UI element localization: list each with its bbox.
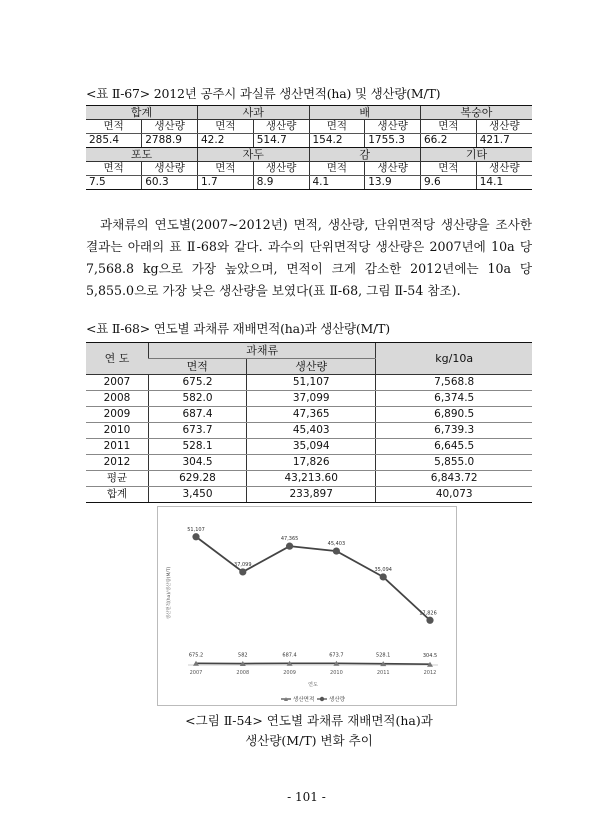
x-tick-label: 2010 [330,670,343,676]
table67-value-row-2 [86,176,532,190]
cell: 7.5 [86,176,142,190]
cell: 45,403 [247,423,376,439]
group-header: 감 [309,148,421,162]
cell: 37,099 [247,391,376,407]
cell: 14.1 [476,176,532,190]
year-header: 연 도 [86,343,148,375]
data-label: 45,403 [327,541,346,548]
table-row [86,487,532,503]
table67 [86,105,532,190]
data-label: 35,094 [374,566,392,573]
cell: 2008 [86,391,148,407]
table-row [86,391,532,407]
series-line-production [196,537,430,621]
cell: 233,897 [247,487,376,503]
cell: 687.4 [148,407,246,423]
cell: 2011 [86,439,148,455]
cell: 629.28 [148,471,246,487]
cell: 6,890.5 [376,407,532,423]
data-label: 47,365 [280,536,299,543]
data-label: 687.4 [282,652,297,659]
figure-caption-line-2: 생산량(M/T) 변화 추이 [245,733,373,748]
cell: 7,568.8 [376,375,532,391]
cell: 3,450 [148,487,246,503]
x-tick-label: 2011 [376,670,390,676]
data-point [286,543,293,550]
cell: 2788.9 [142,134,198,148]
cell: 2007 [86,375,148,391]
data-label: 673.7 [329,652,344,659]
data-label: 528.1 [376,652,391,659]
sub-header: 면적 [309,120,365,134]
cell: 304.5 [148,455,246,471]
area-header: 면적 [148,359,246,375]
data-point [192,533,199,540]
data-label: 37,099 [234,561,252,568]
cell: 5,855.0 [376,455,532,471]
table-row [86,439,532,455]
sub-header: 면적 [309,162,365,176]
data-point [426,617,433,624]
cell: 4.1 [309,176,365,190]
group-header: 자두 [198,148,310,162]
cell: 17,826 [247,455,376,471]
group-header: 기타 [421,148,533,162]
sub-header: 생산량 [142,162,198,176]
group-header: 합계 [86,106,198,120]
data-point [380,573,387,580]
cell: 582.0 [148,391,246,407]
table-row [86,375,532,391]
cell: 6,843.72 [376,471,532,487]
cell: 합계 [86,487,148,503]
cell: 6,645.5 [376,439,532,455]
table67-value-row-1 [86,134,532,148]
sub-header: 생산량 [253,162,309,176]
sub-header: 면적 [421,120,477,134]
cell: 673.7 [148,423,246,439]
cell: 35,094 [247,439,376,455]
sub-header: 생산량 [253,120,309,134]
cell: 421.7 [476,134,532,148]
data-label: 675.2 [188,652,204,659]
body-paragraph [86,214,532,302]
page-number: - 101 - [287,790,326,804]
y-axis-title: 생산면적(ha)/생산량(M/T) [167,566,172,620]
cell: 1.7 [198,176,254,190]
cell: 13.9 [365,176,421,190]
cell: 154.2 [309,134,365,148]
cell: 66.2 [421,134,477,148]
group-header: 복숭아 [421,106,533,120]
group-header: 배 [309,106,421,120]
sub-header: 면적 [421,162,477,176]
legend-label-area: 생산면적 [293,697,315,703]
figure-caption [86,711,532,751]
x-tick-label: 2009 [283,670,296,676]
prod-header: 생산량 [247,359,376,375]
line-chart [158,507,456,705]
sub-header: 면적 [86,162,142,176]
table67-group-row-1 [86,106,532,120]
cell: 528.1 [148,439,246,455]
cell: 43,213.60 [247,471,376,487]
data-point [333,547,340,554]
sub-header: 면적 [198,162,254,176]
figure-caption-line-1: <그림 Ⅱ-54> 연도별 과채류 재배면적(ha)과 [185,713,433,728]
x-axis-title: 연도 [308,682,318,688]
sub-header: 생산량 [142,120,198,134]
table68-header-row-1 [86,343,532,359]
data-label: 51,107 [187,526,205,533]
sub-header: 면적 [86,120,142,134]
cell: 평균 [86,471,148,487]
cell: 2012 [86,455,148,471]
table68-caption: <표 Ⅱ-68> 연도별 과채류 재배면적(ha)과 생산량(M/T) [86,321,390,336]
cell: 6,374.5 [376,391,532,407]
line-chart-panel [157,506,457,706]
paragraph-text: 과채류의 연도별(2007~2012년) 면적, 생산량, 단위면적당 생산량을 조사한 결과는 아래의 표 Ⅱ-68와 같다. 과수의 단위면적당 생산량은 2007년에 10a 당 7,568.8 kg으로 가장 높았으며, 면적이 크게 감소한 2012년에는 10a 당 5,855.0으로 가장 낮은 생산량을 보였다(표 Ⅱ-68, 그림 Ⅱ-54 참조). [86,217,532,298]
sub-header: 면적 [198,120,254,134]
sub-header: 생산량 [365,120,421,134]
cell: 1755.3 [365,134,421,148]
x-tick-label: 2012 [423,670,437,676]
data-label: 17,826 [419,610,437,617]
table67-group-row-2 [86,148,532,162]
cell: 6,739.3 [376,423,532,439]
cell: 9.6 [421,176,477,190]
data-point [239,568,246,575]
data-label: 582 [238,652,248,659]
cell: 42.2 [198,134,254,148]
sub-header: 생산량 [476,162,532,176]
table67-caption: <표 Ⅱ-67> 2012년 공주시 과실류 생산면적(ha) 및 생산량(M/T) [86,86,441,101]
cell: 285.4 [86,134,142,148]
table68 [86,342,532,503]
table-row [86,455,532,471]
group-header: 과채류 [148,343,375,359]
cell: 2009 [86,407,148,423]
cell: 2010 [86,423,148,439]
sub-header: 생산량 [365,162,421,176]
cell: 60.3 [142,176,198,190]
cell: 51,107 [247,375,376,391]
cell: 47,365 [247,407,376,423]
data-label: 304.5 [422,653,438,660]
group-header: 사과 [198,106,310,120]
legend-label-production: 생산량 [329,697,345,703]
series-line-area [196,663,430,664]
sub-header: 생산량 [476,120,532,134]
legend-marker-production [320,697,324,701]
cell: 514.7 [253,134,309,148]
group-header: 포도 [86,148,198,162]
table-row [86,407,532,423]
table-row [86,471,532,487]
table67-sub-row-2 [86,162,532,176]
cell: 40,073 [376,487,532,503]
cell: 8.9 [253,176,309,190]
cell: 675.2 [148,375,246,391]
unit-header: kg/10a [376,343,532,375]
x-tick-label: 2008 [236,670,250,676]
x-tick-label: 2007 [189,670,203,676]
table-row [86,423,532,439]
table67-sub-row-1 [86,120,532,134]
